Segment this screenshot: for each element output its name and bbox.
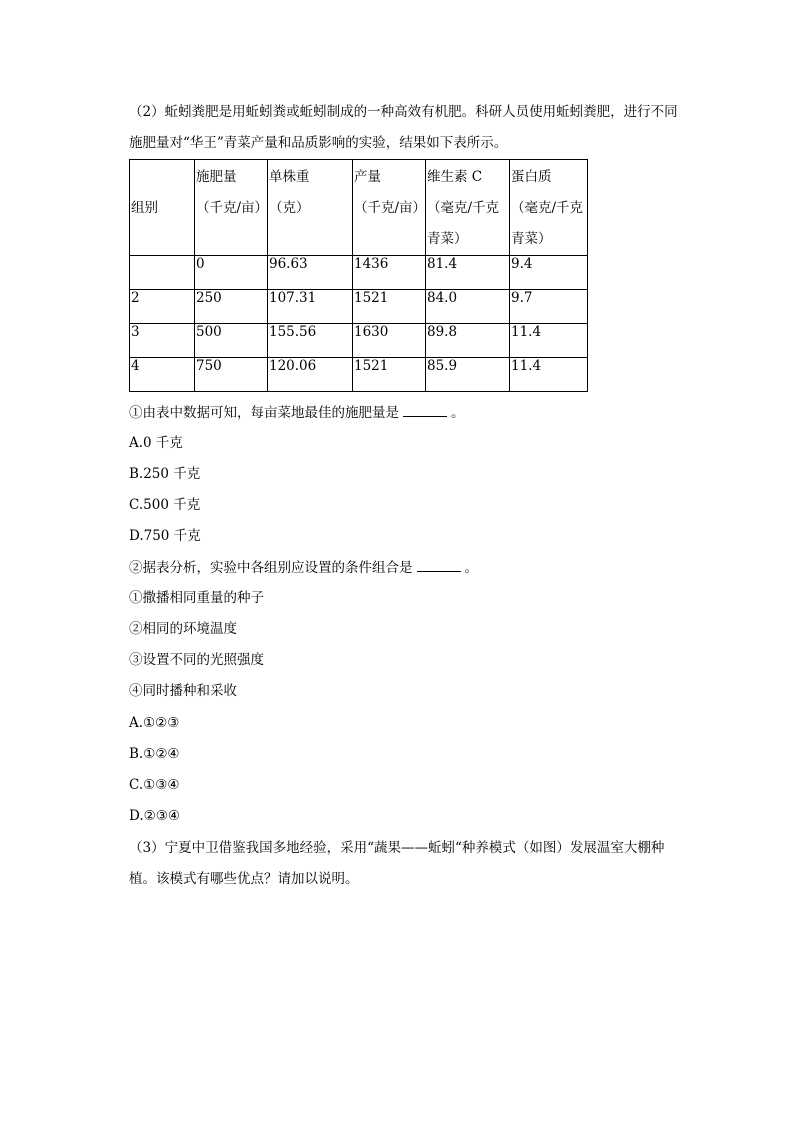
table-header-row <box>130 160 588 256</box>
q1-stem-line <box>129 402 465 423</box>
q2-answer-blank[interactable] <box>417 557 461 572</box>
header-text: 青菜） <box>511 231 552 247</box>
table-cell: 4 <box>130 358 195 392</box>
header-text: （毫克/千克 <box>427 200 500 216</box>
table-cell: 9.7 <box>510 290 588 324</box>
table-row <box>130 324 588 358</box>
header-cell-weight <box>268 160 353 256</box>
table-cell: 11.4 <box>510 324 588 358</box>
table-cell: 1521 <box>353 358 426 392</box>
table-cell: 107.31 <box>268 290 353 324</box>
table-cell: 155.56 <box>268 324 353 358</box>
table-cell: 1521 <box>353 290 426 324</box>
table-cell: 81.4 <box>426 256 510 290</box>
q2-stem-line <box>129 557 478 578</box>
table-row <box>130 256 588 290</box>
header-cell-group <box>130 160 195 256</box>
q2-option-c[interactable]: C.①③④ <box>129 777 180 793</box>
header-text: 维生素 C <box>427 169 483 185</box>
table-cell: 11.4 <box>510 358 588 392</box>
q2-condition-1: ①撒播相同重量的种子 <box>129 590 264 606</box>
header-text: 蛋白质 <box>511 169 552 185</box>
table-cell: 1630 <box>353 324 426 358</box>
q3-line-2: 植。该模式有哪些优点？请加以说明。 <box>129 871 359 887</box>
header-text: （千克/亩） <box>196 200 269 216</box>
table-cell: 3 <box>130 324 195 358</box>
q2-stem: ②据表分析，实验中各组别应设置的条件组合是 <box>129 560 413 576</box>
q2-option-d[interactable]: D.②③④ <box>129 808 180 824</box>
header-cell-fertilizer <box>195 160 268 256</box>
header-text: 产量 <box>354 169 381 185</box>
table-cell: 85.9 <box>426 358 510 392</box>
table-cell: 96.63 <box>268 256 353 290</box>
table-cell: 1436 <box>353 256 426 290</box>
header-text: （千克/亩） <box>354 200 427 216</box>
table-row <box>130 358 588 392</box>
intro-line-2: 施肥量对“华王”青菜产量和品质影响的实验，结果如下表所示。 <box>129 135 508 151</box>
q2-option-a[interactable]: A.①②③ <box>129 715 180 731</box>
header-cell-yield <box>353 160 426 256</box>
q2-condition-4: ④同时播种和采收 <box>129 683 237 699</box>
table-row <box>130 290 588 324</box>
q1-option-c[interactable]: C.500 千克 <box>129 497 201 513</box>
q1-option-d[interactable]: D.750 千克 <box>129 528 201 544</box>
header-text: 组别 <box>131 200 158 216</box>
header-cell-protein <box>510 160 588 256</box>
table-cell <box>130 256 195 290</box>
table-cell: 89.8 <box>426 324 510 358</box>
q1-tail: 。 <box>451 405 465 421</box>
header-text: 青菜） <box>427 231 468 247</box>
q3-line-1: （3）宁夏中卫借鉴我国多地经验，采用“蔬果——蚯蚓“种养模式（如图）发展温室大棚种 <box>129 840 665 856</box>
q1-answer-blank[interactable] <box>403 402 447 417</box>
header-text: （毫克/千克 <box>511 200 584 216</box>
table-cell: 0 <box>195 256 268 290</box>
table-cell: 2 <box>130 290 195 324</box>
q1-option-a[interactable]: A.0 千克 <box>129 435 183 451</box>
table-cell: 250 <box>195 290 268 324</box>
q2-condition-3: ③设置不同的光照强度 <box>129 652 264 668</box>
q2-tail: 。 <box>464 560 478 576</box>
table-cell: 500 <box>195 324 268 358</box>
table-cell: 84.0 <box>426 290 510 324</box>
q1-stem: ①由表中数据可知，每亩菜地最佳的施肥量是 <box>129 405 399 421</box>
header-text: 单株重 <box>269 169 310 185</box>
table-cell: 750 <box>195 358 268 392</box>
table-cell: 120.06 <box>268 358 353 392</box>
header-text: 施肥量 <box>196 169 237 185</box>
header-cell-vitamin-c <box>426 160 510 256</box>
table-cell: 9.4 <box>510 256 588 290</box>
q2-condition-2: ②相同的环境温度 <box>129 621 237 637</box>
q2-option-b[interactable]: B.①②④ <box>129 746 180 762</box>
header-text: （克） <box>269 200 310 216</box>
results-table <box>129 159 588 392</box>
intro-line-1: （2）蚯蚓粪肥是用蚯蚓粪或蚯蚓制成的一种高效有机肥。科研人员使用蚯蚓粪肥，进行不同 <box>129 104 678 120</box>
q1-option-b[interactable]: B.250 千克 <box>129 466 201 482</box>
